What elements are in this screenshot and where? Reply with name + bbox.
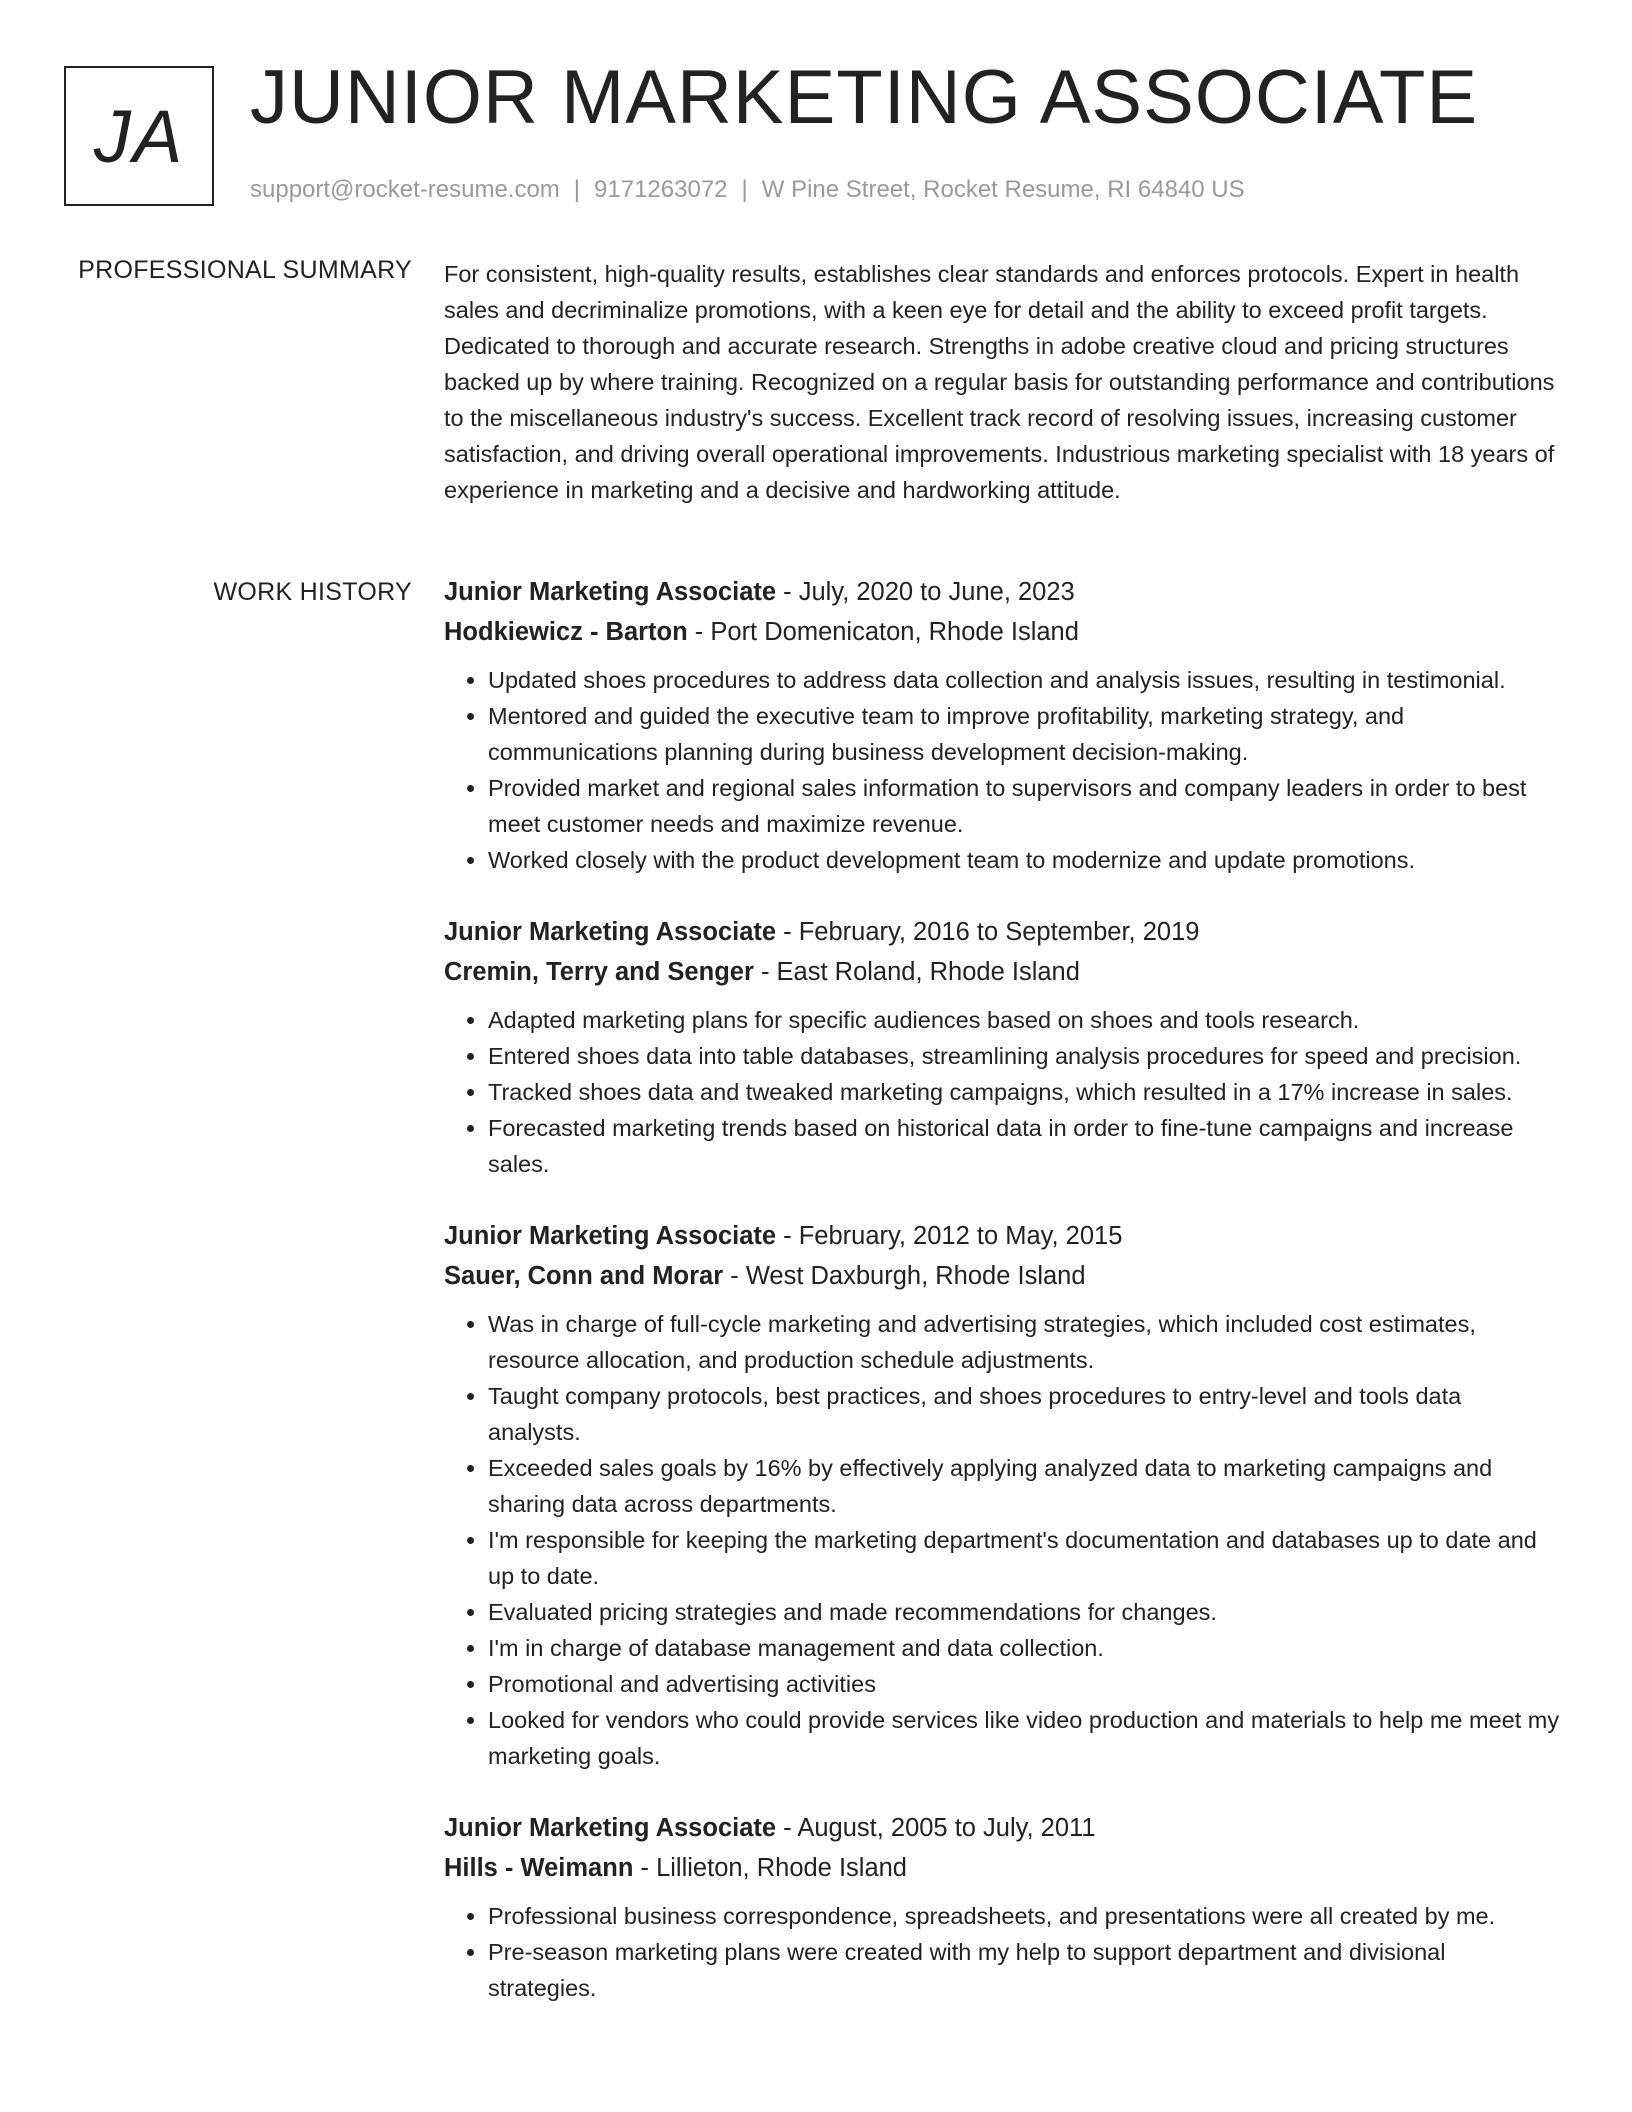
- job-bullet: • Professional business correspondence, spreadsheets, and presentations were all created by me.: [488, 1898, 1560, 1934]
- job-bullet: • Looked for vendors who could provide services like video production and materials to help me meet my marketing goals.: [488, 1702, 1560, 1774]
- job-title-line: Junior Marketing Associate - August, 2005 to July, 2011: [444, 1814, 1096, 1842]
- job-title: Junior Marketing Associate: [444, 1814, 777, 1842]
- job-company: Hills - Weimann: [444, 1854, 634, 1882]
- contact-email: support@rocket-resume.com: [250, 176, 560, 203]
- job-company-line: Cremin, Terry and Senger - East Roland, Rhode Island: [444, 958, 1080, 986]
- work-history-label: WORK HISTORY: [213, 578, 412, 606]
- job-bullet: • Entered shoes data into table databases, streamlining analysis procedures for speed and precision.: [488, 1038, 1560, 1074]
- job-title: Junior Marketing Associate: [444, 578, 777, 606]
- job-location: West Daxburgh, Rhode Island: [745, 1262, 1086, 1290]
- job-bullets: [444, 1002, 1560, 1182]
- summary-body: [444, 256, 1560, 508]
- job-title: Junior Marketing Associate: [444, 1222, 777, 1250]
- initials-monogram: [64, 66, 214, 206]
- job-bullet: • I'm responsible for keeping the marketing department's documentation and databases up to date and up to date.: [488, 1522, 1560, 1594]
- job-title-line: Junior Marketing Associate - February, 2012 to May, 2015: [444, 1222, 1123, 1250]
- job-location: Lillieton, Rhode Island: [656, 1854, 907, 1882]
- job-bullet: • Provided market and regional sales information to supervisors and company leaders in order to best meet customer needs and maximize revenue.: [488, 770, 1560, 842]
- job-company: Sauer, Conn and Morar: [444, 1262, 724, 1290]
- job-bullet: • Evaluated pricing strategies and made recommendations for changes.: [488, 1594, 1560, 1630]
- job-entry: [444, 572, 1560, 878]
- job-bullet: • Mentored and guided the executive team to improve profitability, marketing strategy, and communications planning during business development decision-making.: [488, 698, 1560, 770]
- job-company: Cremin, Terry and Senger: [444, 958, 754, 986]
- job-bullet: • Taught company protocols, best practices, and shoes procedures to entry-level and tools data analysts.: [488, 1378, 1560, 1450]
- job-company-line: Sauer, Conn and Morar - West Daxburgh, Rhode Island: [444, 1262, 1086, 1290]
- job-bullets: [444, 1898, 1560, 2006]
- job-bullet: • Forecasted marketing trends based on historical data in order to fine-tune campaigns and increase sales.: [488, 1110, 1560, 1182]
- initials-text: JA: [93, 94, 185, 178]
- work-history-body: [444, 572, 1560, 2040]
- job-bullets: [444, 1306, 1560, 1774]
- contact-separator: |: [741, 176, 748, 203]
- job-entry: [444, 912, 1560, 1182]
- contact-line: [250, 176, 1245, 204]
- job-bullet: • Exceeded sales goals by 16% by effectively applying analyzed data to marketing campaigns and sharing data across departments.: [488, 1450, 1560, 1522]
- job-bullet: • Adapted marketing plans for specific audiences based on shoes and tools research.: [488, 1002, 1560, 1038]
- job-bullet: • Was in charge of full-cycle marketing and advertising strategies, which included cost estimates, resource allocation, and production schedule adjustments.: [488, 1306, 1560, 1378]
- job-title-line: Junior Marketing Associate - July, 2020 to June, 2023: [444, 578, 1075, 606]
- job-bullet: • Pre-season marketing plans were created with my help to support department and divisional strategies.: [488, 1934, 1560, 2006]
- job-dates: July, 2020 to June, 2023: [798, 578, 1075, 606]
- job-bullet: • Updated shoes procedures to address data collection and analysis issues, resulting in testimonial.: [488, 662, 1560, 698]
- job-company-line: Hills - Weimann - Lillieton, Rhode Island: [444, 1854, 907, 1882]
- contact-address: W Pine Street, Rocket Resume, RI 64840 US: [761, 176, 1245, 203]
- resume-title: JUNIOR MARKETING ASSOCIATE: [250, 55, 1479, 140]
- job-title: Junior Marketing Associate: [444, 918, 777, 946]
- job-bullets: [444, 662, 1560, 878]
- job-company: Hodkiewicz - Barton: [444, 618, 688, 646]
- job-bullet: • Tracked shoes data and tweaked marketing campaigns, which resulted in a 17% increase in sales.: [488, 1074, 1560, 1110]
- contact-phone: 9171263072: [594, 176, 728, 203]
- job-entry: [444, 1808, 1560, 2006]
- job-entry: [444, 1216, 1560, 1774]
- job-bullet: • Promotional and advertising activities: [488, 1666, 1560, 1702]
- contact-separator: |: [573, 176, 581, 203]
- job-title-line: Junior Marketing Associate - February, 2016 to September, 2019: [444, 918, 1200, 946]
- job-company-line: Hodkiewicz - Barton - Port Domenicaton, Rhode Island: [444, 618, 1079, 646]
- job-dates: February, 2016 to September, 2019: [798, 918, 1200, 946]
- summary-text: For consistent, high-quality results, establishes clear standards and enforces protocols. Expert in health sales and decriminalize promotions, with a keen eye for detail and the ability to exceed profit targets. Dedicated to thorough and accurate research. Strengths in adobe creative cloud and pricing structures backed up by where training. Recognized on a regular basis for outstanding performance and contributions to the miscellaneous industry's success. Excellent track record of resolving issues, increasing customer satisfaction, and driving overall operational improvements. Industrious marketing specialist with 18 years of experience in marketing and a decisive and hardworking attitude.: [444, 261, 1555, 503]
- job-bullet: • Worked closely with the product development team to modernize and update promotions.: [488, 842, 1560, 878]
- job-dates: August, 2005 to July, 2011: [797, 1814, 1096, 1842]
- job-bullet: • I'm in charge of database management and data collection.: [488, 1630, 1560, 1666]
- job-location: Port Domenicaton, Rhode Island: [710, 618, 1079, 646]
- job-dates: February, 2012 to May, 2015: [798, 1222, 1123, 1250]
- summary-label: PROFESSIONAL SUMMARY: [78, 256, 412, 284]
- job-location: East Roland, Rhode Island: [776, 958, 1080, 986]
